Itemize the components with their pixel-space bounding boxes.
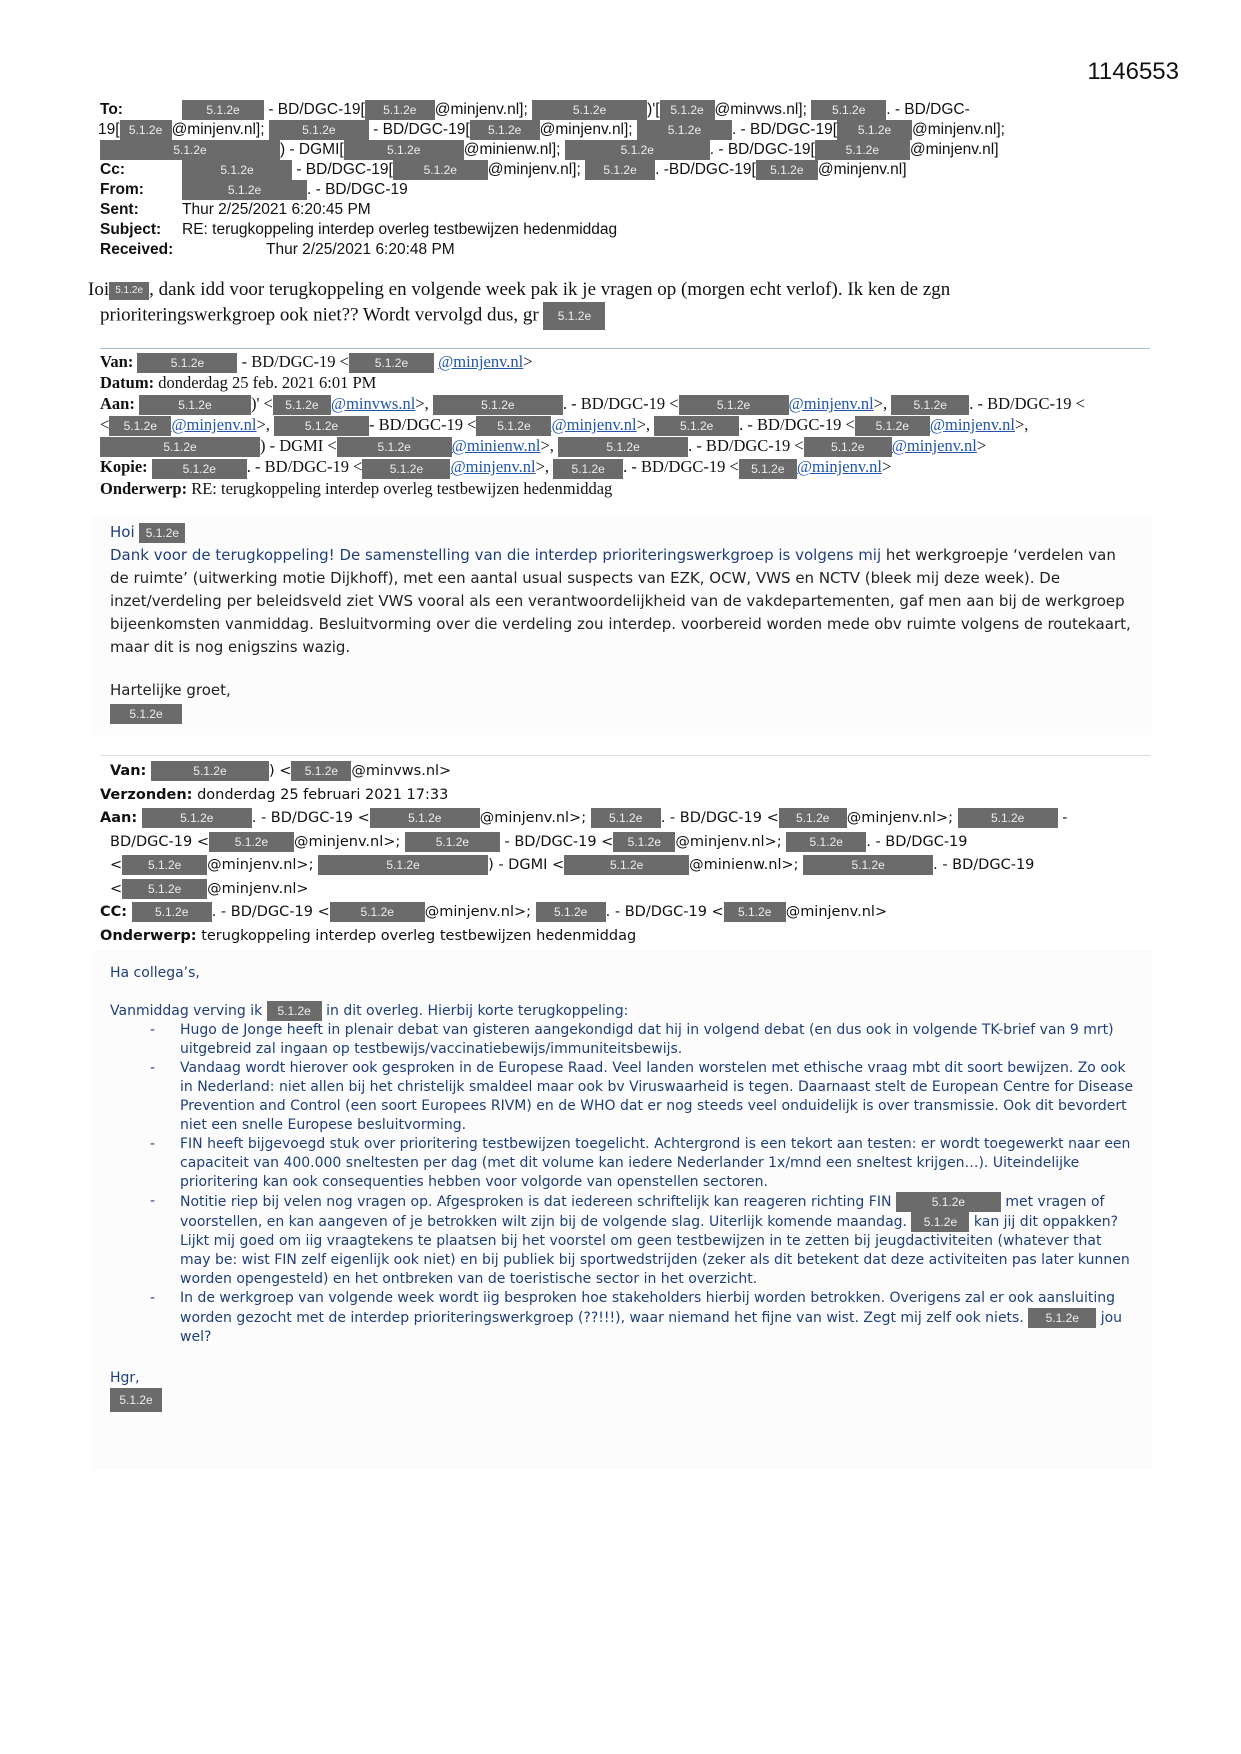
redaction: 5.1.2e bbox=[274, 416, 369, 436]
received-row bbox=[100, 240, 1140, 260]
kopie-label: Kopie: bbox=[100, 457, 148, 477]
redaction: 5.1.2e bbox=[756, 160, 818, 180]
text: >, bbox=[1014, 414, 1029, 434]
email-link[interactable]: @minjenv.nl bbox=[788, 393, 874, 413]
bullet-item: - FIN heeft bijgevoegd stuk over prioritering testbewijzen toegelicht. Achtergrond is een tekort aan testen: er wordt toegewerkt naar een capaciteit van 400.000 sneltesten per dag (met dit volume kan iedere Nederlander 1x/mnd een sneltest krijgen…). Uiteindelijke prioritering kan ook consequenties hebben voor volgorde van openstellen sectoren. bbox=[150, 1135, 1134, 1192]
to-text: . - BD/DGC-19[ bbox=[731, 121, 838, 139]
from-row bbox=[100, 180, 1140, 200]
bullet-item bbox=[150, 1192, 1134, 1289]
redaction: 5.1.2e bbox=[724, 902, 786, 922]
redaction: 5.1.2e bbox=[291, 761, 351, 781]
body-text: kan jij dit oppakken? Lijkt mij goed om iig vraagtekens te plaatsen bij het voorstel om geen testbewijzen in te zetten bij jeugdactiviteiten (whatever that may be: wist FIN zelf eigenlijk ook niet) en bij publiek bij sportwedstrijden (zeker als dit betekent dat deze activiteiten pas later kunnen worden opengesteld) en het ontbreken van de toeristische sector in het overzicht. bbox=[180, 1214, 1130, 1287]
redaction: 5.1.2e bbox=[273, 395, 331, 415]
from-text: . - BD/DGC-19 bbox=[307, 181, 408, 199]
email-link[interactable]: @minvws.nl bbox=[330, 393, 416, 413]
closing: Hartelijke groet, bbox=[110, 681, 231, 699]
quoted-header-1: Van: 5.1.2e - BD/DGC-19 < 5.1.2e @minjenv.nl> Datum: donderdag 25 feb. 2021 6:01 PM Aan: 5.1.2e )' < 5.1.2e @minvws.nl>, 5.1.2e . - BD/DGC-19 < 5.1.2e @minjenv.nl>, 5.1.2e . - BD/DGC-19 < < 5.1.2e @minjenv.nl>, 5.1.2e - BD/DGC-19 < 5.1.2e @minjenv.nl>, 5.1.2e . - BD/DGC-19 < 5.1.2e @minjenv.nl>, 5.1.2e ) - DGMI < 5.1.2e @minienw.nl>, 5.1.2e . - BD/DGC-19 < 5.1.2e @minjenv.nl> Kopie: 5.1.2e . - BD/DGC-19 < 5.1.2e @minjenv.nl>, 5.1.2e . - BD/DGC-19 < 5.1.2e @minjenv.nl> Onderwerp: RE: terugkoppeling interdep overleg testbewijzen hedenmiddag bbox=[100, 352, 1085, 498]
redaction: 5.1.2e bbox=[330, 902, 425, 922]
email-header bbox=[100, 100, 1140, 260]
to-text: @minjenv.nl]; bbox=[434, 101, 528, 119]
verzonden-label: Verzonden: bbox=[100, 786, 193, 803]
redaction: 5.1.2e bbox=[209, 832, 294, 852]
redaction: 5.1.2e bbox=[110, 1388, 162, 1412]
redaction: 5.1.2e bbox=[142, 808, 252, 828]
text: >, bbox=[415, 393, 429, 413]
redaction: 5.1.2e bbox=[476, 416, 551, 436]
text: >, bbox=[636, 414, 651, 434]
redaction: 5.1.2e bbox=[613, 832, 675, 852]
redaction: 5.1.2e bbox=[911, 1212, 969, 1232]
onderwerp-label: Onderwerp: bbox=[100, 478, 188, 498]
redaction: 5.1.2e bbox=[558, 437, 688, 457]
redaction: 5.1.2e bbox=[660, 100, 715, 120]
text: . - BD/DGC-19 < bbox=[246, 457, 363, 477]
redaction: 5.1.2e bbox=[564, 855, 689, 875]
redaction: 5.1.2e bbox=[139, 395, 251, 415]
cc-row bbox=[100, 160, 1140, 180]
cc-label: CC: bbox=[100, 904, 128, 920]
text: . - BD/DGC-19 < bbox=[605, 904, 724, 920]
reply-text: prioriteringswerkgroep ook niet?? Wordt vervolgd dus, gr bbox=[100, 304, 539, 326]
text: . - BD/DGC-19 bbox=[933, 857, 1035, 873]
redaction: 5.1.2e bbox=[269, 120, 369, 140]
redaction: 5.1.2e bbox=[318, 855, 488, 875]
bullet-list bbox=[110, 1021, 1134, 1347]
redaction: 5.1.2e bbox=[182, 180, 307, 200]
aan-label: Aan: bbox=[100, 810, 138, 826]
redaction: 5.1.2e bbox=[110, 704, 182, 724]
redaction: 5.1.2e bbox=[804, 437, 892, 457]
bullet-item bbox=[150, 1289, 1134, 1347]
redaction: 5.1.2e bbox=[122, 879, 207, 899]
to-text: @minvws.nl]; bbox=[714, 101, 807, 119]
redaction: 5.1.2e bbox=[152, 459, 247, 479]
to-text: - BD/DGC-19[ bbox=[268, 101, 365, 119]
email-link[interactable]: @minjenv.nl bbox=[796, 457, 882, 477]
subject-value: RE: terugkoppeling interdep overleg testbewijzen hedenmiddag bbox=[182, 221, 618, 239]
redaction: 5.1.2e bbox=[362, 459, 450, 479]
body-text: het werkgroepje ‘verdelen van de ruimte’ (uitwerking motie Dijkhoff), met een aantal usual suspects van EZK, OCW, VWS en NCTV (bleek mij deze week). De inzet/verdeling per beleidsveld ziet VWS vooral als een verantwoordelijkheid van de vakdepartementen, gaf men aan bij de werkgroep bijeenkomsten vanmiddag. Besluitvorming over die verdeling zou interdep. voorbereid worden mede obv ruimte volgens de routekaart, maar dit is nog enigszins wazig. bbox=[110, 546, 1131, 656]
body-text: in dit overleg. Hierbij korte terugkoppeling: bbox=[326, 1003, 629, 1019]
bullet-item: - Vandaag wordt hierover ook gesproken in de Europese Raad. Veel landen worstelen met ethische vraag mbt dit soort bewijzen. Zo ook in Nederland: niet allen bij het christelijk smaldeel maar ook bv Viruswaarheid is tegen. Daarnaast stelt de European Centre for Disease Prevention and Control (een soort Europees RIVM) en de WHO dat er nog steeds veel onduidelijk is over transmissie. Ook dit bevordert niet een snelle Europese besluitvorming. bbox=[150, 1059, 1134, 1135]
email-link[interactable]: @minjenv.nl bbox=[171, 414, 257, 434]
to-label: To: bbox=[100, 101, 123, 119]
to-text: @minjenv.nl] bbox=[909, 141, 999, 159]
text: @minjenv.nl>; bbox=[293, 833, 401, 850]
greeting: Ha collega’s, bbox=[110, 965, 200, 981]
email-link[interactable]: @minjenv.nl bbox=[450, 457, 536, 477]
redaction: 5.1.2e bbox=[585, 160, 655, 180]
redaction: 5.1.2e bbox=[405, 832, 500, 852]
redaction: 5.1.2e bbox=[779, 808, 847, 828]
redaction: 5.1.2e bbox=[132, 902, 212, 922]
text: . - BD/DGC-19 < bbox=[969, 393, 1085, 413]
redaction: 5.1.2e bbox=[654, 416, 739, 436]
text: - BD/DGC-19 < bbox=[504, 833, 614, 850]
redaction: 5.1.2e bbox=[349, 353, 434, 373]
aan-label: Aan: bbox=[100, 393, 135, 413]
text: @minjenv.nl>; bbox=[479, 810, 587, 826]
van-label: Van: bbox=[110, 763, 147, 779]
to-row-2 bbox=[98, 120, 1140, 140]
redaction: 5.1.2e bbox=[543, 302, 605, 330]
email-link[interactable]: @minienw.nl bbox=[451, 436, 541, 456]
redaction: 5.1.2e bbox=[470, 120, 540, 140]
redaction: 5.1.2e bbox=[393, 160, 488, 180]
received-value: Thur 2/25/2021 6:20:48 PM bbox=[266, 241, 455, 259]
redaction: 5.1.2e bbox=[565, 140, 710, 160]
text: . - BD/DGC-19 < bbox=[623, 457, 739, 477]
redaction: 5.1.2e bbox=[679, 395, 789, 415]
redaction: 5.1.2e bbox=[139, 523, 185, 543]
body-text: Dank voor de terugkoppeling! De samenstelling van die interdep prioriteringswerkgroep is volgens mij bbox=[110, 546, 882, 564]
email-link[interactable]: @minjenv.nl bbox=[929, 414, 1015, 434]
text: >, bbox=[535, 457, 550, 477]
redaction: 5.1.2e bbox=[837, 120, 912, 140]
text: < bbox=[100, 414, 110, 434]
separator bbox=[100, 755, 1150, 756]
text: . - BD/DGC-19 < bbox=[688, 436, 804, 456]
redaction: 5.1.2e bbox=[182, 100, 264, 120]
text: . - BD/DGC-19 < bbox=[251, 810, 370, 826]
to-text: )'[ bbox=[647, 101, 660, 119]
text: )' < bbox=[250, 393, 273, 413]
text: - BD/DGC-19 < bbox=[369, 414, 477, 434]
body-text: In de werkgroep van volgende week wordt iig besproken hoe stakeholders hierbij worden betrokken. Overigens zal er ook aansluiting worden gezocht met de interdep prioriteringswerkgroep (??!!!), waar niemand het fijne van wist. Zegt mij zelf ook niets. bbox=[180, 1290, 1116, 1326]
text: . - BD/DGC-19 bbox=[866, 833, 968, 850]
text: - bbox=[1062, 810, 1068, 826]
redaction: 5.1.2e bbox=[739, 459, 797, 479]
to-text: @minienw.nl]; bbox=[463, 141, 561, 159]
closing: Hgr, bbox=[110, 1370, 140, 1386]
text: @minjenv.nl>; bbox=[207, 857, 314, 873]
cc-text: @minjenv.nl] bbox=[817, 161, 907, 179]
separator bbox=[100, 348, 1150, 349]
redaction: 5.1.2e bbox=[120, 120, 172, 140]
redaction: 5.1.2e bbox=[122, 855, 207, 875]
onderwerp-value: RE: terugkoppeling interdep overleg testbewijzen hedenmiddag bbox=[191, 478, 613, 498]
to-row bbox=[100, 100, 1140, 120]
redaction: 5.1.2e bbox=[855, 416, 930, 436]
body-text: met vragen of voorstellen, en kan aangeven of je betrokken wilt zijn bij de volgende slag. Uiterlijk komende maandag. bbox=[180, 1194, 1105, 1230]
onderwerp-label: Onderwerp: bbox=[100, 927, 197, 944]
text: @minjenv.nl>; bbox=[424, 904, 532, 920]
cc-label: Cc: bbox=[100, 161, 125, 179]
received-label: Received: bbox=[100, 241, 174, 259]
subject-label: Subject: bbox=[100, 221, 162, 239]
email-link[interactable]: @minjenv.nl bbox=[551, 414, 637, 434]
email-link[interactable]: @minjenv.nl bbox=[438, 352, 524, 371]
reply-greeting: Ioi bbox=[88, 279, 110, 300]
sent-row bbox=[100, 200, 1140, 220]
text: @minjenv.nl>; bbox=[846, 810, 954, 826]
text: > bbox=[881, 457, 892, 477]
redaction: 5.1.2e bbox=[370, 808, 480, 828]
redaction: 5.1.2e bbox=[958, 808, 1058, 828]
redaction: 5.1.2e bbox=[365, 100, 435, 120]
text: > bbox=[976, 436, 987, 456]
redaction: 5.1.2e bbox=[811, 100, 886, 120]
redaction: 5.1.2e bbox=[891, 395, 969, 415]
document-number: 1146553 bbox=[1087, 58, 1179, 85]
text: < bbox=[110, 880, 123, 897]
to-text: . - BD/DGC- bbox=[886, 101, 970, 119]
bullet-item: - Hugo de Jonge heeft in plenair debat van gisteren aangekondigd dat hij in volgend debat (en dus ook in volgende TK-brief van 9 mrt) uitgebreid zal ingaan op testbewijs/vaccinatiebewijs/immuniteitsbewijs. bbox=[150, 1021, 1134, 1059]
text: ) - DGMI < bbox=[260, 436, 337, 456]
datum-label: Datum: bbox=[100, 373, 155, 393]
to-text: ) - DGMI[ bbox=[280, 141, 344, 159]
text: . - BD/DGC-19 < bbox=[739, 414, 855, 434]
redaction: 5.1.2e bbox=[536, 902, 606, 922]
datum-value: donderdag 25 feb. 2021 6:01 PM bbox=[158, 373, 377, 393]
text: @minienw.nl>; bbox=[689, 857, 799, 873]
text: < bbox=[110, 857, 123, 873]
text: >, bbox=[873, 393, 888, 413]
redaction: 5.1.2e bbox=[109, 416, 171, 436]
redaction: 5.1.2e bbox=[591, 808, 661, 828]
van-org: - BD/DGC-19 < bbox=[241, 352, 349, 371]
redaction: 5.1.2e bbox=[100, 437, 260, 457]
redaction: 5.1.2e bbox=[100, 140, 280, 160]
text: . - BD/DGC-19 < bbox=[211, 904, 330, 920]
to-text: @minjenv.nl]; bbox=[539, 121, 633, 139]
text: . - BD/DGC-19 < bbox=[660, 810, 779, 826]
body-text: jou wel? bbox=[180, 1310, 1123, 1345]
to-text: . - BD/DGC-19[ bbox=[709, 141, 815, 159]
text: @minjenv.nl>; bbox=[675, 833, 782, 850]
text: . - BD/DGC-19 < bbox=[562, 393, 679, 413]
email-link[interactable]: @minjenv.nl bbox=[891, 436, 977, 456]
van-label: Van: bbox=[100, 352, 134, 371]
text: >, bbox=[256, 414, 270, 434]
text: @minvws.nl> bbox=[351, 763, 452, 779]
onderwerp-value: terugkoppeling interdep overleg testbewijzen hedenmiddag bbox=[201, 927, 637, 944]
redaction: 5.1.2e bbox=[337, 437, 452, 457]
text: ) < bbox=[268, 763, 292, 779]
redaction: 5.1.2e bbox=[344, 140, 464, 160]
redaction: 5.1.2e bbox=[896, 1192, 1001, 1212]
text: @minjenv.nl> bbox=[207, 880, 309, 897]
from-label: From: bbox=[100, 181, 144, 199]
quoted-header-2 bbox=[100, 760, 1160, 948]
redaction: 5.1.2e bbox=[1028, 1308, 1096, 1328]
to-text: 19[ bbox=[98, 121, 120, 139]
cc-text: - BD/DGC-19[ bbox=[296, 161, 393, 179]
redaction: 5.1.2e bbox=[815, 140, 910, 160]
reply-text: , dank idd voor terugkoppeling en volgende week pak ik je vragen op (morgen echt verlof). Ik ken de zgn bbox=[149, 279, 951, 300]
body-text: Notitie riep bij velen nog vragen op. Afgesproken is dat iedereen schriftelijk kan reageren richting FIN bbox=[180, 1194, 892, 1210]
redaction: 5.1.2e bbox=[137, 353, 237, 373]
quoted-body-2 bbox=[92, 950, 1152, 1470]
to-row-3 bbox=[100, 140, 1140, 160]
to-text: @minjenv.nl]; bbox=[912, 121, 1005, 139]
reply-message bbox=[88, 278, 1148, 330]
body-text: Vanmiddag verving ik bbox=[110, 1003, 263, 1019]
to-text: @minjenv.nl]; bbox=[171, 121, 265, 139]
redaction: 5.1.2e bbox=[267, 1001, 322, 1021]
greeting: Hoi bbox=[110, 523, 135, 541]
verzonden-value: donderdag 25 februari 2021 17:33 bbox=[197, 786, 449, 803]
text: >, bbox=[540, 436, 554, 456]
text: ) - DGMI < bbox=[488, 857, 565, 873]
text: @minjenv.nl> bbox=[785, 904, 888, 920]
redaction: 5.1.2e bbox=[803, 855, 933, 875]
sent-value: Thur 2/25/2021 6:20:45 PM bbox=[182, 201, 371, 219]
sent-label: Sent: bbox=[100, 201, 139, 219]
redaction: 5.1.2e bbox=[637, 120, 732, 140]
quoted-body-1 bbox=[92, 515, 1152, 735]
redaction: 5.1.2e bbox=[532, 100, 647, 120]
text: BD/DGC-19 < bbox=[110, 833, 209, 850]
cc-text: @minjenv.nl]; bbox=[487, 161, 581, 179]
redaction: 5.1.2e bbox=[433, 395, 563, 415]
to-text: - BD/DGC-19[ bbox=[373, 121, 470, 139]
redaction: 5.1.2e bbox=[109, 282, 149, 300]
subject-row bbox=[100, 220, 1140, 240]
redaction: 5.1.2e bbox=[553, 459, 623, 479]
redaction: 5.1.2e bbox=[786, 832, 866, 852]
redaction: 5.1.2e bbox=[151, 761, 269, 781]
redaction: 5.1.2e bbox=[182, 160, 292, 180]
cc-text: . -BD/DGC-19[ bbox=[655, 161, 756, 179]
